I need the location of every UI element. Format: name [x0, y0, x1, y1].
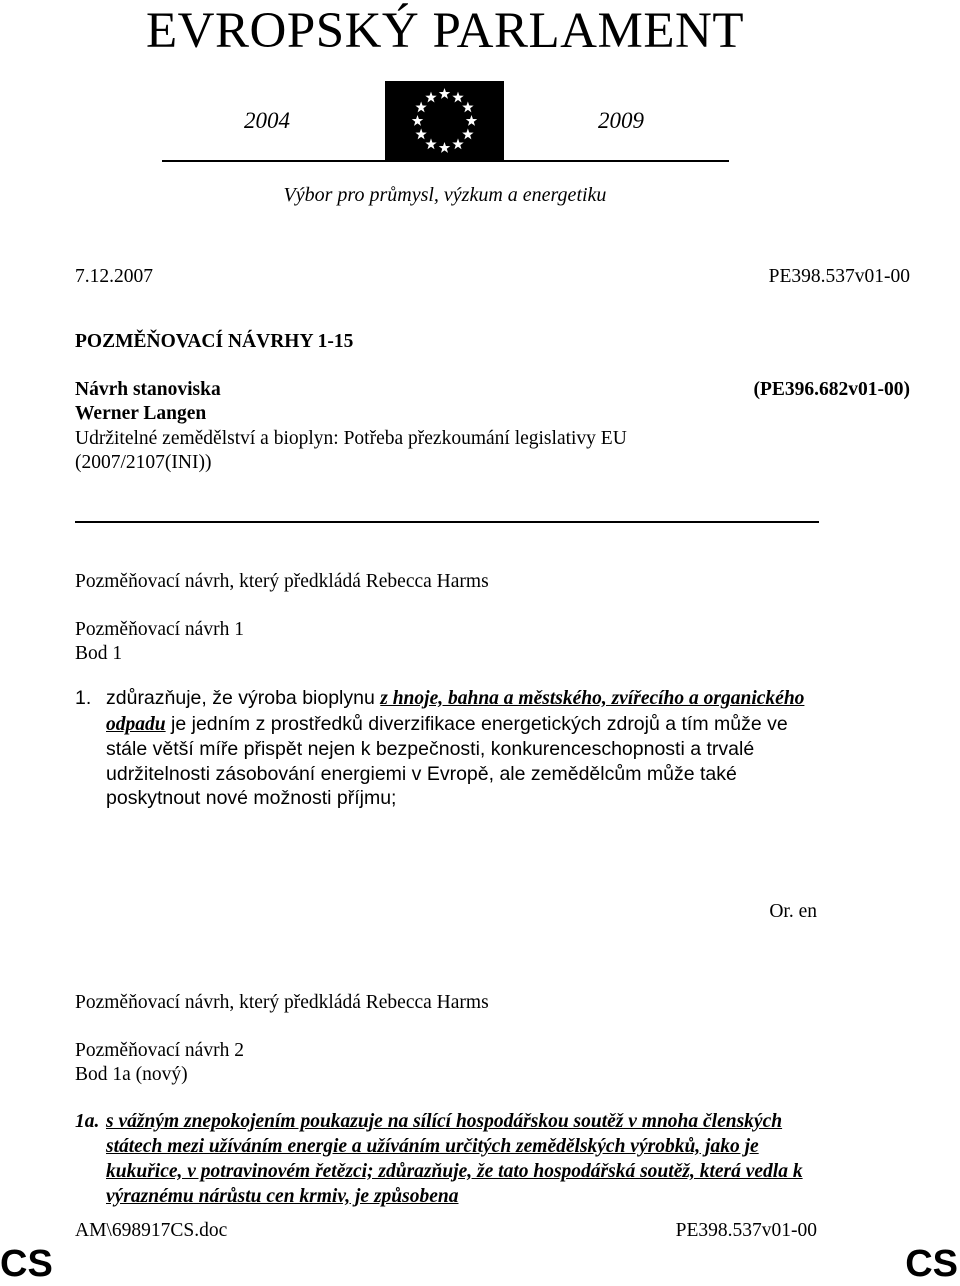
committee-name: Výbor pro průmysl, výzkum a energetiku: [283, 184, 607, 206]
term-end-year: 2009: [598, 108, 644, 133]
amendment-label: Pozměňovací návrh 2: [75, 1040, 244, 1061]
eu-flag-icon: [385, 81, 504, 161]
paragraph-number: 1a.: [75, 1111, 100, 1132]
flag-star-icon: [466, 115, 477, 126]
flag-star-icon: [452, 92, 463, 103]
flag-star-icon: [462, 129, 473, 140]
flag-star-icon: [425, 92, 436, 103]
eu-flag-svg: [385, 81, 504, 161]
parliament-title: EVROPSKÝ PARLAMENT: [146, 3, 744, 59]
draft-opinion-label: Návrh stanoviska: [75, 379, 221, 400]
flag-star-icon: [415, 102, 426, 113]
term-start-year: 2004: [244, 108, 290, 133]
amendment-text-part: zdůrazňuje, že výroba bioplynu: [106, 687, 381, 709]
flag-star-icon: [415, 129, 426, 140]
draft-opinion-reference: (PE396.682v01-00): [753, 379, 910, 400]
footer-filename: AM\698917CS.doc: [75, 1220, 228, 1241]
amendment-tabled-by: Pozměňovací návrh, který předkládá Rebecca Harms: [75, 571, 489, 592]
procedure-number: (2007/2107(INI)): [75, 452, 212, 473]
flag-star-icon: [439, 88, 450, 99]
language-code-left: CS: [0, 1243, 53, 1285]
amendment-point: Bod 1a (nový): [75, 1064, 188, 1085]
amendment-label: Pozměňovací návrh 1: [75, 619, 244, 640]
amendment-point: Bod 1: [75, 643, 123, 664]
footer-reference: PE398.537v01-00: [675, 1220, 817, 1241]
flag-star-icon: [412, 115, 423, 126]
amendment-tabled-by: Pozměňovací návrh, který předkládá Rebecca Harms: [75, 992, 489, 1013]
document-reference: PE398.537v01-00: [768, 266, 910, 287]
flag-star-icon: [425, 138, 436, 149]
amendment-text: s vážným znepokojením poukazuje na sílící hospodářskou soutěž v mnoha členských státech mezi užíváním energie a užíváním určitých zemědělských výrobků, jako je kukuřice, v potravinovém řetězci; zdůrazňuje, že tato hospodářská soutěž, která vedla k výraznému nárůstu cen krmiv, je způsobena: [106, 1111, 803, 1207]
document-date: 7.12.2007: [75, 266, 153, 287]
header-rule: [162, 160, 729, 162]
paragraph-number: 1.: [75, 687, 92, 709]
section-rule: [75, 521, 819, 523]
flag-star-icon: [452, 138, 463, 149]
amendment-text: [106, 686, 820, 811]
document-subject: Udržitelné zemědělství a bioplyn: Potřeba přezkoumání legislativy EU: [75, 428, 627, 449]
amendment-text-part: je jedním z prostředků diverzifikace energetických zdrojů a tím může ve stále větší míře přispět nejen k bezpečnosti, konkurenceschopnosti a trvalé udržitelnosti zásobování energiemi v Evropě, ale zemědělcům může také poskytnout nové možnosti příjmu;: [106, 712, 788, 809]
flag-star-icon: [462, 102, 473, 113]
amendments-heading: POZMĚŇOVACÍ NÁVRHY 1-15: [75, 331, 354, 352]
rapporteur-name: Werner Langen: [75, 403, 207, 424]
amendment-text-emphasis: z hnoje, bahna a městského, zvířecího a organického odpadu: [106, 688, 805, 735]
flag-star-icon: [439, 142, 450, 153]
original-language: Or. en: [769, 901, 817, 922]
language-code-right: CS: [905, 1243, 958, 1285]
